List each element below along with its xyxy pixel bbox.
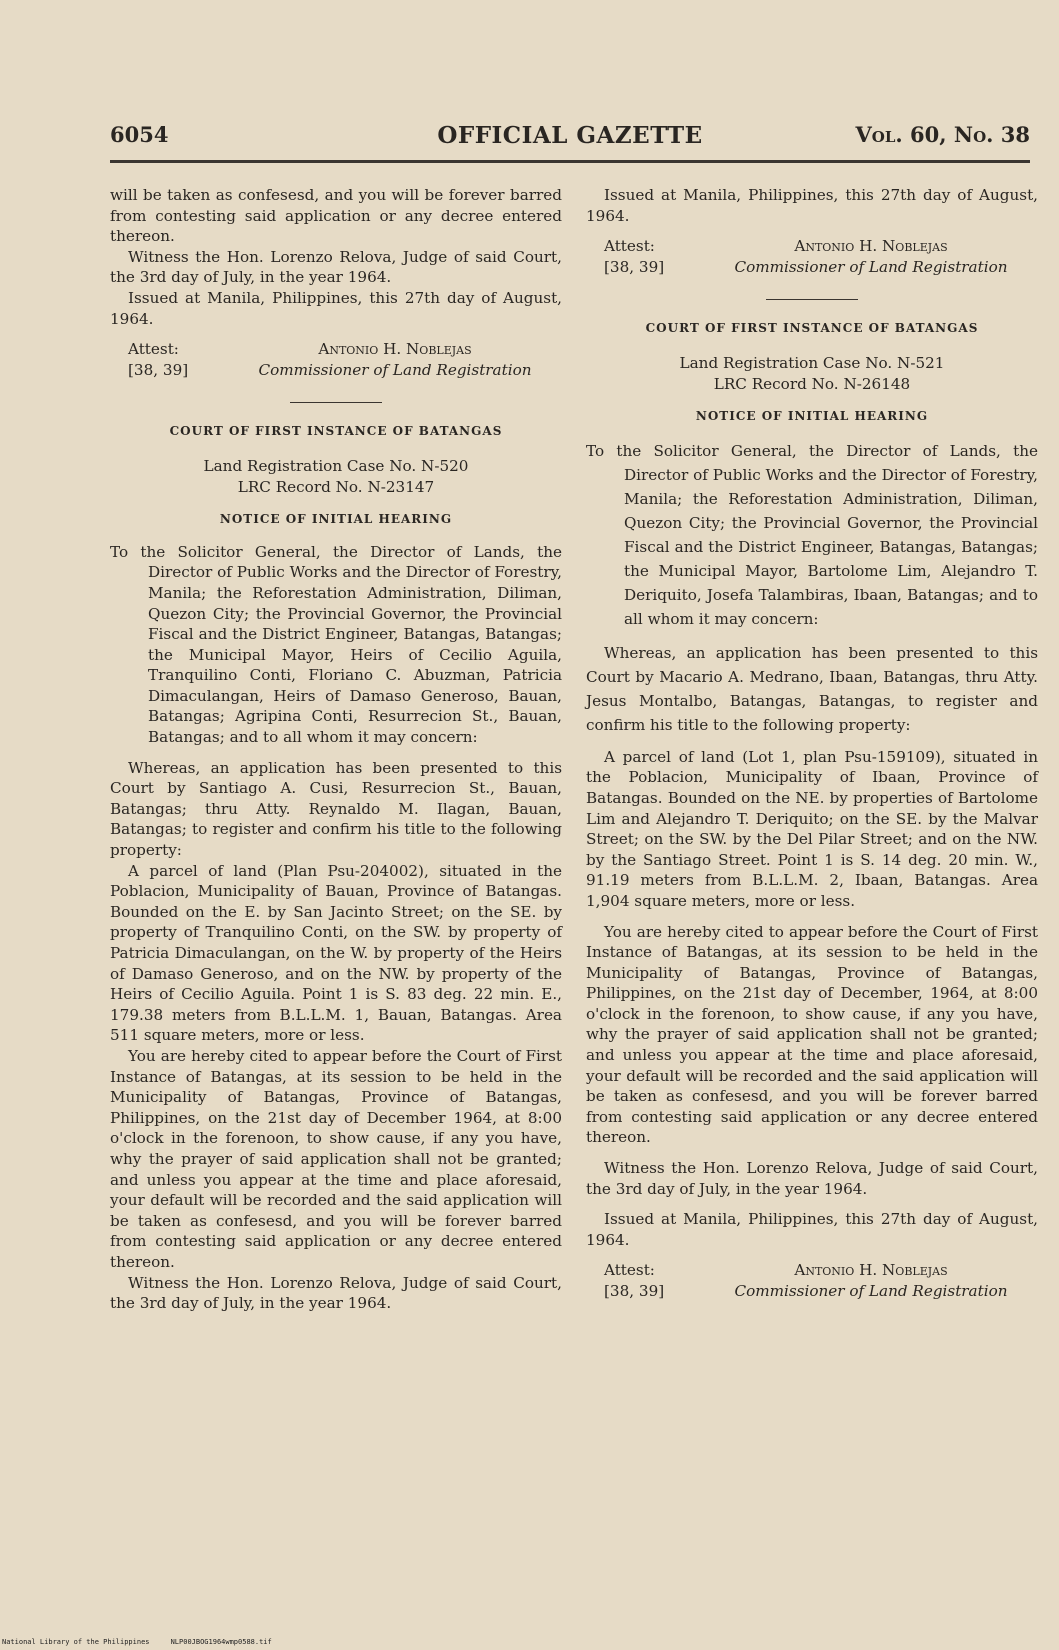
footer-file: NLP00JBOG1964wmp0588.tif <box>170 1638 272 1646</box>
addressees: To the Solicitor General, the Director of Lands, the Director of Public Works and the Director of Forestry, Manila; the Reforestation Administration, Diliman, Quezon City; the Provincial Governor, the Provincial Fiscal and the District Engineer, Batangas, Batangas; the Municipal Mayor, Bartolome Lim, Alejandro T. Deriquito, Josefa Talambiras, Ibaan, Batangas; and to all whom it may concern: <box>586 441 1038 628</box>
attest-name: Antonio H. Noblejas <box>794 237 948 256</box>
attest-ref: [38, 39] <box>604 257 665 276</box>
paragraph: You are hereby cited to appear before the Court of First Instance of Batangas, at its session to be held in the Municipality of Batangas, Province of Batangas, Philippines, on the 21st day of December 1964, at 8:00 o'clock in the forenoon, to show cause, if any you have, why the prayer of said application shall not be granted; and unless you appear at the time and place aforesaid, your default will be recorded and the said application will be taken as confesesd, and you will be forever barred from contesting said application or any decree entered thereon. <box>110 1046 562 1271</box>
attest-block <box>586 236 1038 277</box>
case-number: Land Registration Case No. N-520 <box>203 456 469 475</box>
paragraph: Issued at Manila, Philippines, this 27th day of August, 1964. <box>586 186 1038 225</box>
paragraph: You are hereby cited to appear before the Court of First Instance of Batangas, at its session to be held in the Municipality of Batangas, Province of Batangas, Philippines, on the 21st day of December, 1964, at 8:00 o'clock in the forenoon, to show cause, if any you have, why the prayer of said application shall not be granted; and unless you appear at the time and place aforesaid, your default will be recorded and the said application will be taken as confesesd, and you will be forever barred from contesting said application or any decree entered thereon. <box>586 922 1038 1147</box>
attest-name: Antonio H. Noblejas <box>318 340 472 359</box>
left-column <box>110 185 562 1314</box>
lrc-record: LRC Record No. N-23147 <box>237 477 435 496</box>
attest-title: Commissioner of Land Registration <box>734 257 1008 276</box>
paragraph: Witness the Hon. Lorenzo Relova, Judge of said Court, the 3rd day of July, in the year 1964. <box>110 1273 562 1313</box>
notice-heading: NOTICE OF INITIAL HEARING <box>695 409 929 424</box>
addressees: To the Solicitor General, the Director of Lands, the Director of Public Works and the Director of Forestry, Manila; the Reforestation Administration, Diliman, Quezon City; the Provincial Governor, the Provincial Fiscal and the District Engineer, Batangas, Batangas; the Municipal Mayor, Heirs of Cecilio Aguila, Tranquilino Conti, Floriano C. Abuzman, Patricia Dimaculangan, Heirs of Damaso Generoso, Bauan, Batangas; Agripina Conti, Resurrecion St., Bauan, Batangas; and to all whom it may concern: <box>110 542 562 747</box>
page-number: 6054 <box>110 122 169 147</box>
court-heading: COURT OF FIRST INSTANCE OF BATANGAS <box>169 424 503 439</box>
paragraph: Witness the Hon. Lorenzo Relova, Judge of said Court, the 3rd day of July, in the year 1964. <box>586 1159 1038 1198</box>
paragraph: Issued at Manila, Philippines, this 27th day of August, 1964. <box>110 288 562 328</box>
volume-number: Vol. 60, No. 38 <box>855 122 1030 147</box>
attest-label: Attest: <box>604 1261 655 1280</box>
attest-ref: [38, 39] <box>604 1282 665 1300</box>
paragraph: A parcel of land (Lot 1, plan Psu-159109), situated in the Poblacion, Municipality of Ibaan, Province of Batangas. Bounded on the NE. by properties of Bartolome Lim and Alejandro T. Deriquito; on the SE. by the Malvar Street; on the SW. by the Del Pilar Street; and on the NW. by the Santiago Street. Point 1 is S. 14 deg. 20 min. W., 91.19 meters from B.L.L.M. 2, Ibaan, Batangas. Area 1,904 square meters, more or less. <box>586 747 1038 910</box>
attest-block <box>110 339 562 380</box>
footer-library: National Library of the Philippines <box>2 1638 150 1646</box>
section-divider <box>766 299 858 300</box>
case-number: Land Registration Case No. N-521 <box>679 353 945 372</box>
page-header <box>110 122 1030 154</box>
attest-title: Commissioner of Land Registration <box>258 360 532 379</box>
attest-block <box>586 1260 1038 1301</box>
notice-heading: NOTICE OF INITIAL HEARING <box>219 512 453 527</box>
paragraph: Whereas, an application has been presented to this Court by Santiago A. Cusi, Resurrecion St., Bauan, Batangas; thru Atty. Reynaldo M. Ilagan, Bauan, Batangas; to register and confirm his title to the following property: <box>110 758 562 860</box>
header-rule <box>110 160 1030 163</box>
publication-title: OFFICIAL GAZETTE <box>437 122 703 149</box>
court-heading: COURT OF FIRST INSTANCE OF BATANGAS <box>645 321 979 336</box>
attest-name: Antonio H. Noblejas <box>794 1261 948 1280</box>
paragraph: will be taken as confesesd, and you will be forever barred from contesting said application or any decree entered thereon. <box>110 186 562 246</box>
lrc-record: LRC Record No. N-26148 <box>713 374 911 393</box>
attest-label: Attest: <box>604 237 655 256</box>
attest-ref: [38, 39] <box>128 360 189 379</box>
attest-label: Attest: <box>128 340 179 359</box>
scan-footer <box>2 1638 272 1646</box>
paragraph: Witness the Hon. Lorenzo Relova, Judge of said Court, the 3rd day of July, in the year 1964. <box>110 247 562 287</box>
section-divider <box>290 402 382 403</box>
attest-title: Commissioner of Land Registration <box>734 1282 1008 1300</box>
right-column <box>586 185 1038 1302</box>
paragraph: A parcel of land (Plan Psu-204002), situated in the Poblacion, Municipality of Bauan, Province of Batangas. Bounded on the E. by San Jacinto Street; on the SE. by property of Tranquilino Conti, on the SW. by property of Patricia Dimaculangan, on the W. by property of the Heirs of Damaso Generoso, and on the NW. by property of the Heirs of Cecilio Aguila. Point 1 is S. 83 deg. 22 min. E., 179.38 meters from B.L.L.M. 1, Bauan, Batangas. Area 511 square meters, more or less. <box>110 861 562 1045</box>
paragraph: Whereas, an application has been presented to this Court by Macario A. Medrano, Ibaan, Batangas, thru Atty. Jesus Montalbo, Batangas, Batangas, to register and confirm his title to the following property: <box>586 643 1038 734</box>
paragraph: Issued at Manila, Philippines, this 27th day of August, 1964. <box>586 1210 1038 1249</box>
